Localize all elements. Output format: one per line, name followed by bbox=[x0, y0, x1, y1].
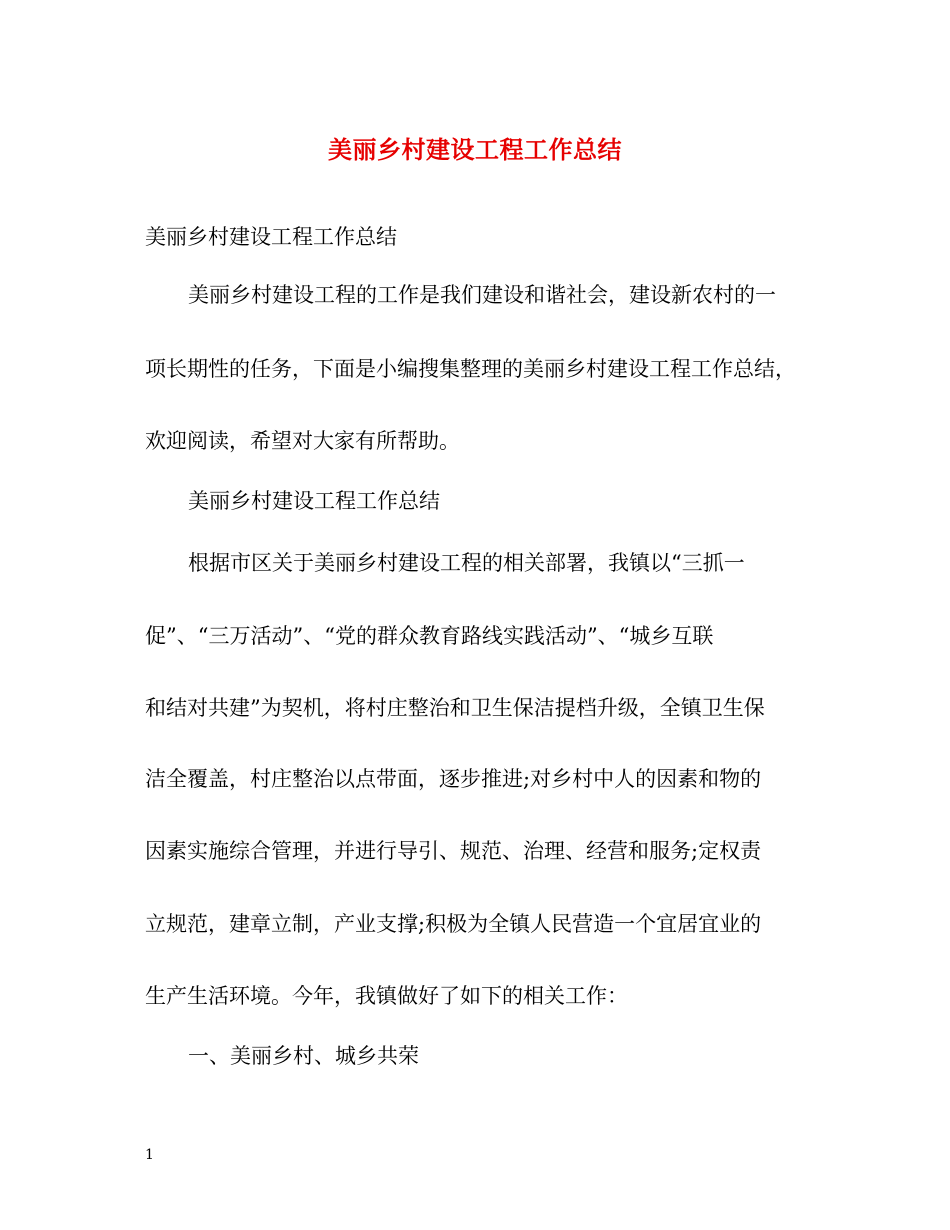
paragraph-line: 促”、“三万活动”、“党的群众教育路线实践活动”、“城乡互联 bbox=[145, 624, 714, 648]
paragraph-line: 生产生活环境。今年，我镇做好了如下的相关工作： bbox=[145, 984, 628, 1008]
paragraph-line: 美丽乡村建设工程的工作是我们建设和谐社会，建设新农村的一 bbox=[188, 283, 776, 307]
paragraph-line: 因素实施综合管理，并进行导引、规范、治理、经营和服务;定权责 bbox=[145, 839, 762, 863]
paragraph-line: 洁全覆盖，村庄整治以点带面，逐步推进;对乡村中人的因素和物的 bbox=[145, 767, 762, 791]
paragraph-line: 项长期性的任务，下面是小编搜集整理的美丽乡村建设工程工作总结， bbox=[145, 357, 796, 381]
paragraph-line: 根据市区关于美丽乡村建设工程的相关部署，我镇以“三抓一 bbox=[188, 551, 745, 575]
subtitle-line: 美丽乡村建设工程工作总结 bbox=[145, 225, 397, 249]
section-heading-line: 一、美丽乡村、城乡共荣 bbox=[188, 1044, 419, 1068]
paragraph-line: 立规范，建章立制，产业支撑;积极为全镇人民营造一个宜居宜业的 bbox=[145, 912, 762, 936]
document-title: 美丽乡村建设工程工作总结 bbox=[328, 135, 622, 164]
page-number: 1 bbox=[145, 1147, 154, 1163]
paragraph-line: 欢迎阅读，希望对大家有所帮助。 bbox=[145, 429, 460, 453]
section-heading-line: 美丽乡村建设工程工作总结 bbox=[188, 489, 440, 513]
paragraph-line: 和结对共建”为契机，将村庄整治和卫生保洁提档升级，全镇卫生保 bbox=[145, 696, 765, 720]
